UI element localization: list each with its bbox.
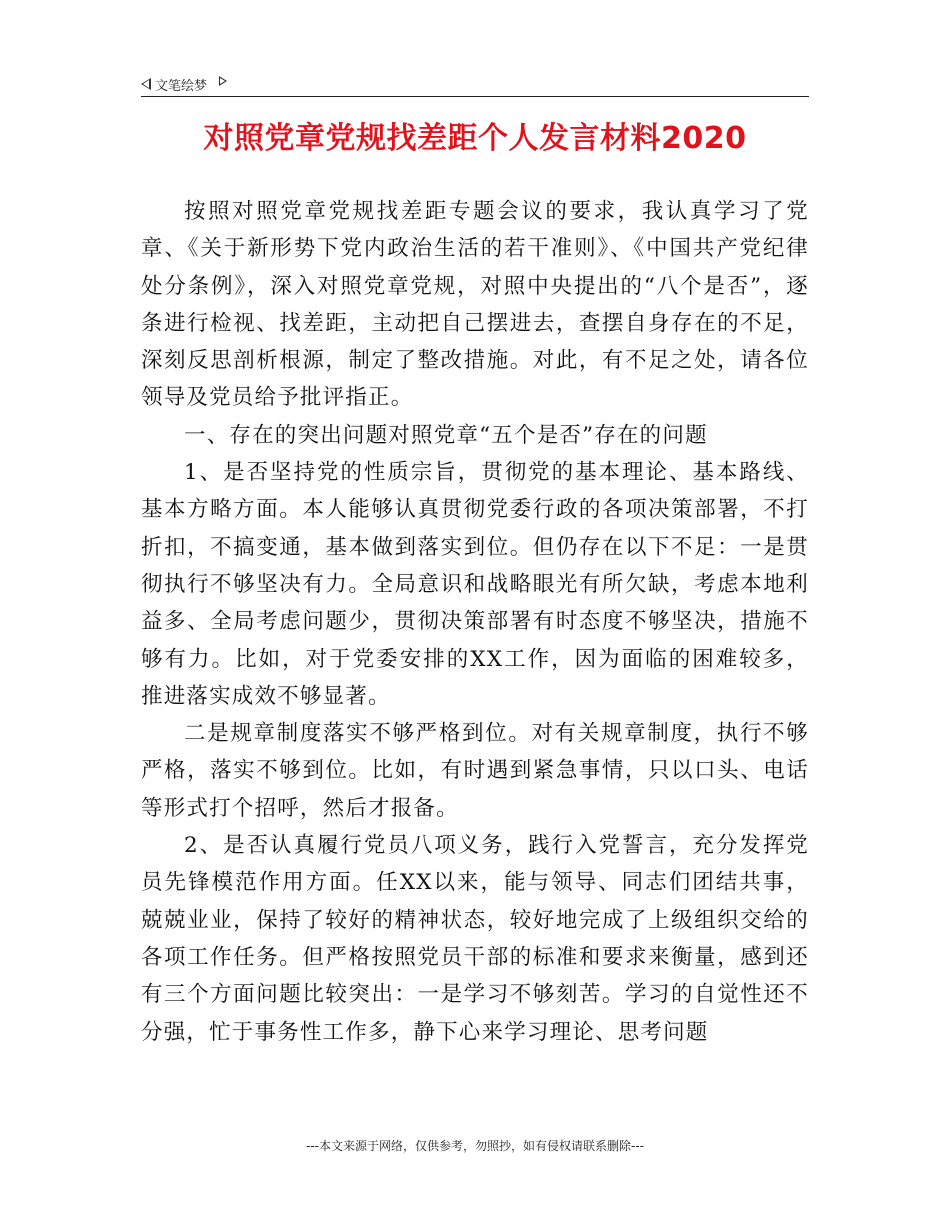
- paragraph-item-2: 2、是否认真履行党员八项义务，践行入党誓言，充分发挥党员先锋模范作用方面。任XX以来，能与领导、同志们团结共事，兢兢业业，保持了较好的精神状态，较好地完成了上级组织交给的各项工作任务。但严格按照党员干部的标准和要求来衡量，感到还有三个方面问题比较突出：一是学习不够刻苦。学习的自觉性还不分强，忙于事务性工作多，静下心来学习理论、思考问题: [141, 833, 809, 1045]
- header-brand: 文笔绘梦: [155, 78, 208, 94]
- paragraph-item-1-cont: 二是规章制度落实不够严格到位。对有关规章制度，执行不够严格，落实不够到位。比如，有时遇到紧急事情，只以口头、电话等形式打个招呼，然后才报备。: [141, 721, 809, 821]
- paragraph-item-1: 1、是否坚持党的性质宗旨，贯彻党的基本理论、基本路线、基本方略方面。本人能够认真贯彻党委行政的各项决策部署，不打折扣，不搞变通，基本做到落实到位。但仍存在以下不足：一是贯彻执行不够坚决有力。全局意识和战略眼光有所欠缺，考虑本地利益多、全局考虑问题少，贯彻决策部署有时态度不够坚决，措施不够有力。比如，对于党委安排的XX工作，因为面临的困难较多，推进落实成效不够显著。: [141, 460, 809, 709]
- page-footer-notice: ---本文来源于网络，仅供参考，勿照抄，如有侵权请联系删除---: [306, 1139, 644, 1153]
- paragraph-intro: 按照对照党章党规找差距专题会议的要求，我认真学习了党章、《关于新形势下党内政治生活的若干准则》、《中国共产党纪律处分条例》，深入对照党章党规，对照中央提出的“八个是否”，逐条进行检视、找差距，主动把自己摆进去，查摆自身存在的不足，深刻反思剖析根源，制定了整改措施。对此，有不足之处，请各位领导及党员给予批评指正。: [141, 199, 809, 411]
- triangle-left-icon: [141, 78, 151, 90]
- triangle-right-icon: [219, 76, 227, 86]
- paragraph-section-heading: 一、存在的突出问题对照党章“五个是否”存在的问题: [184, 422, 708, 448]
- page-header: [141, 72, 809, 97]
- document-title: 对照党章党规找差距个人发言材料2020: [203, 121, 747, 156]
- document-body: [141, 193, 809, 1051]
